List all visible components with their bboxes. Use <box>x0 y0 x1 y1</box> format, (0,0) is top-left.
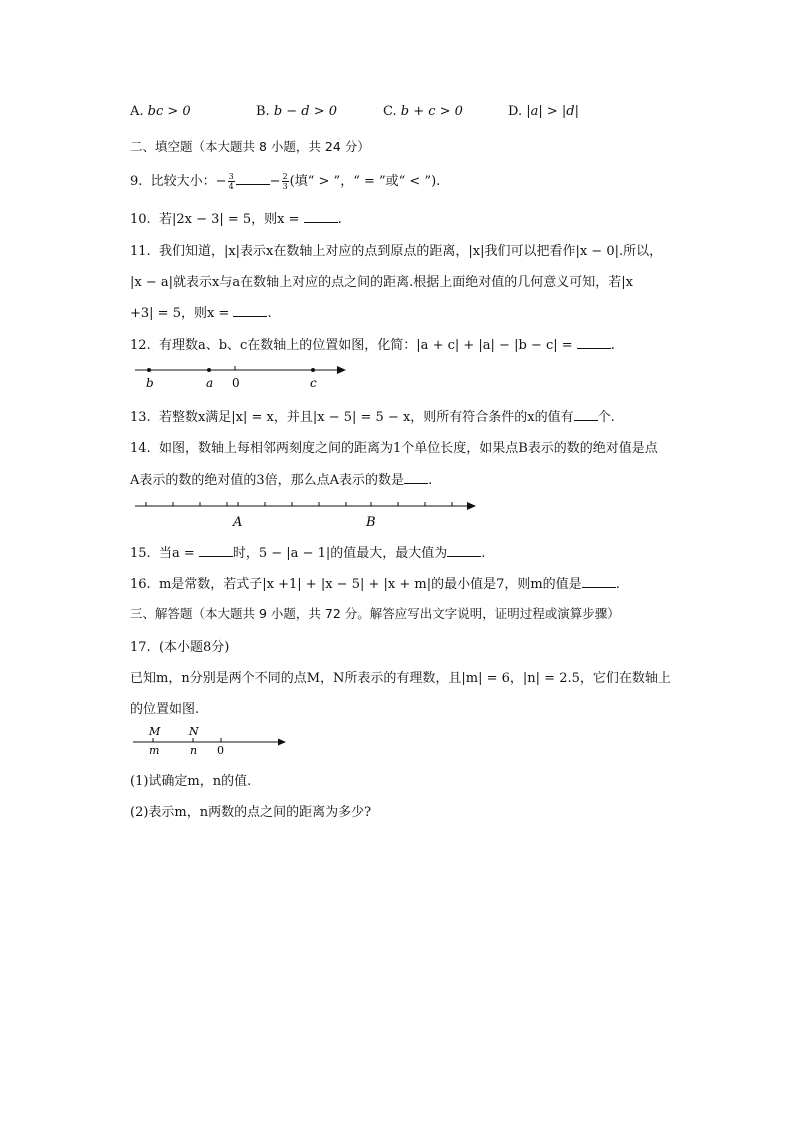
question-17-line-1: 已知m，n分别是两个不同的点M，N所表示的有理数，且|m| = 6，|n| = 2.5，它们在数轴上 <box>130 671 671 686</box>
question-10 <box>130 208 342 227</box>
option-c-label: C. <box>383 104 397 119</box>
q15-suffix: . <box>481 546 486 561</box>
option-a <box>130 104 191 119</box>
q9-f2-denominator: 3 <box>282 182 288 191</box>
question-14-line-2 <box>130 469 432 488</box>
q17-label-n: n <box>190 744 198 757</box>
q11-suffix: . <box>267 306 272 321</box>
option-b <box>256 104 337 119</box>
q10-number: 10. <box>130 212 151 227</box>
option-d-expr: |a| > |d| <box>526 104 579 119</box>
q13-number: 13. <box>130 410 151 425</box>
q14-label-a: A <box>233 515 243 530</box>
q15-text-2: 时，5 − |a − 1|的值最大，最大值为 <box>232 546 448 561</box>
q10-blank <box>304 210 338 223</box>
option-a-expr: bc > 0 <box>147 104 191 119</box>
q13-suffix: 个. <box>597 410 615 425</box>
q10-text: 若|2x − 3| = 5，则x = <box>158 212 304 227</box>
option-d <box>508 104 579 119</box>
q12-number-line <box>130 360 360 392</box>
q9-f1-numerator: 3 <box>228 172 234 181</box>
option-c-expr: b + c > 0 <box>400 104 463 119</box>
option-c <box>383 104 463 119</box>
q17-axis-arrow <box>278 739 286 746</box>
question-13 <box>130 406 615 425</box>
q14-label-b: B <box>366 515 376 530</box>
q14-suffix: . <box>428 473 433 488</box>
q16-blank <box>582 575 616 588</box>
q11-blank <box>233 304 267 317</box>
q9-f2-numerator: 2 <box>282 172 288 181</box>
q9-suffix: (填“ > ”，“ = ”或“ < ”). <box>289 174 441 189</box>
q14-text-2: A表示的数的绝对值的3倍，那么点A表示的数是 <box>130 473 405 488</box>
question-12 <box>130 334 615 353</box>
q17-label-0: 0 <box>217 744 224 757</box>
option-b-label: B. <box>256 104 270 119</box>
q14-number: 14. <box>130 441 151 456</box>
question-11-line-3 <box>130 302 272 321</box>
q12-text: 有理数a、b、c在数轴上的位置如图，化简：|a + c| + |a| − |b − c| = <box>158 338 577 353</box>
q17-number: 17. <box>130 640 151 655</box>
q15-number: 15. <box>130 546 151 561</box>
q9-minus: − <box>269 174 281 189</box>
q11-text-3: +3| = 5，则x = <box>130 306 234 321</box>
q17-number-line <box>130 724 300 758</box>
question-16 <box>130 573 620 592</box>
q17-label-N: N <box>189 725 199 738</box>
question-11-line-2: |x − a|就表示x与a在数轴上对应的点之间的距离.根据上面绝对值的几何意义可知，若|x <box>130 275 633 290</box>
q13-blank <box>574 408 598 421</box>
q17-label-m: m <box>149 744 160 757</box>
q12-suffix: . <box>610 338 615 353</box>
q10-suffix: . <box>337 212 342 227</box>
q16-number: 16. <box>130 577 151 592</box>
q14-axis-arrow <box>467 502 476 510</box>
q12-point-a <box>207 368 211 372</box>
q15-blank-2 <box>447 544 481 557</box>
section-3-heading: 三、解答题（本大题共 9 小题，共 72 分。解答应写出文字说明，证明过程或演算步骤） <box>130 606 620 621</box>
q12-blank <box>577 336 611 349</box>
q17-label-M: M <box>149 725 161 738</box>
q12-label-a: a <box>206 376 214 390</box>
option-d-label: D. <box>508 104 523 119</box>
q14-blank <box>404 471 428 484</box>
q12-label-c: c <box>310 376 317 390</box>
option-b-expr: b − d > 0 <box>273 104 338 119</box>
q9-fraction-2 <box>282 172 289 191</box>
question-11-line-1 <box>130 240 662 259</box>
q16-text: m是常数，若式子|x +1| + |x − 5| + |x + m|的最小值是7，则m的值是 <box>158 577 582 592</box>
q11-number: 11. <box>130 244 151 259</box>
question-15 <box>130 542 485 561</box>
q14-ticks <box>146 502 452 506</box>
q9-prefix: 比较大小：− <box>150 174 227 189</box>
question-14-line-1 <box>130 437 658 456</box>
q14-text-1: 如图，数轴上每相邻两刻度之间的距离为1个单位长度，如果点B表示的数的绝对值是点 <box>158 441 658 456</box>
q9-number: 9. <box>130 174 143 189</box>
q15-blank-1 <box>199 544 233 557</box>
question-17-line-2: 的位置如图. <box>130 702 200 717</box>
question-17-part-1: (1)试确定m，n的值. <box>130 774 252 789</box>
q16-suffix: . <box>615 577 620 592</box>
q9-blank <box>236 172 270 185</box>
question-17-header <box>130 636 229 655</box>
q14-number-line <box>130 496 480 530</box>
q12-axis-arrow <box>337 366 346 374</box>
q12-point-c <box>311 368 315 372</box>
question-17-part-2: (2)表示m，n两数的点之间的距离为多少? <box>130 805 372 820</box>
q11-text-1: 我们知道，|x|表示x在数轴上对应的点到原点的距离，|x|我们可以把看作|x − 0|.所以， <box>158 244 663 259</box>
q9-f1-denominator: 4 <box>228 182 234 191</box>
q13-text: 若整数x满足|x| = x，并且|x − 5| = 5 − x，则所有符合条件的x的值有 <box>158 410 574 425</box>
q9-fraction-1 <box>228 172 235 191</box>
q12-point-b <box>147 368 151 372</box>
option-a-label: A. <box>130 104 144 119</box>
q12-label-b: b <box>146 376 154 390</box>
q12-number: 12. <box>130 338 151 353</box>
question-9 <box>130 170 440 191</box>
section-2-heading: 二、填空题（本大题共 8 小题，共 24 分） <box>130 139 370 154</box>
q15-text-1: 当a = <box>158 546 199 561</box>
q17-score: (本小题8分) <box>158 640 230 655</box>
q12-label-0: 0 <box>232 376 240 390</box>
